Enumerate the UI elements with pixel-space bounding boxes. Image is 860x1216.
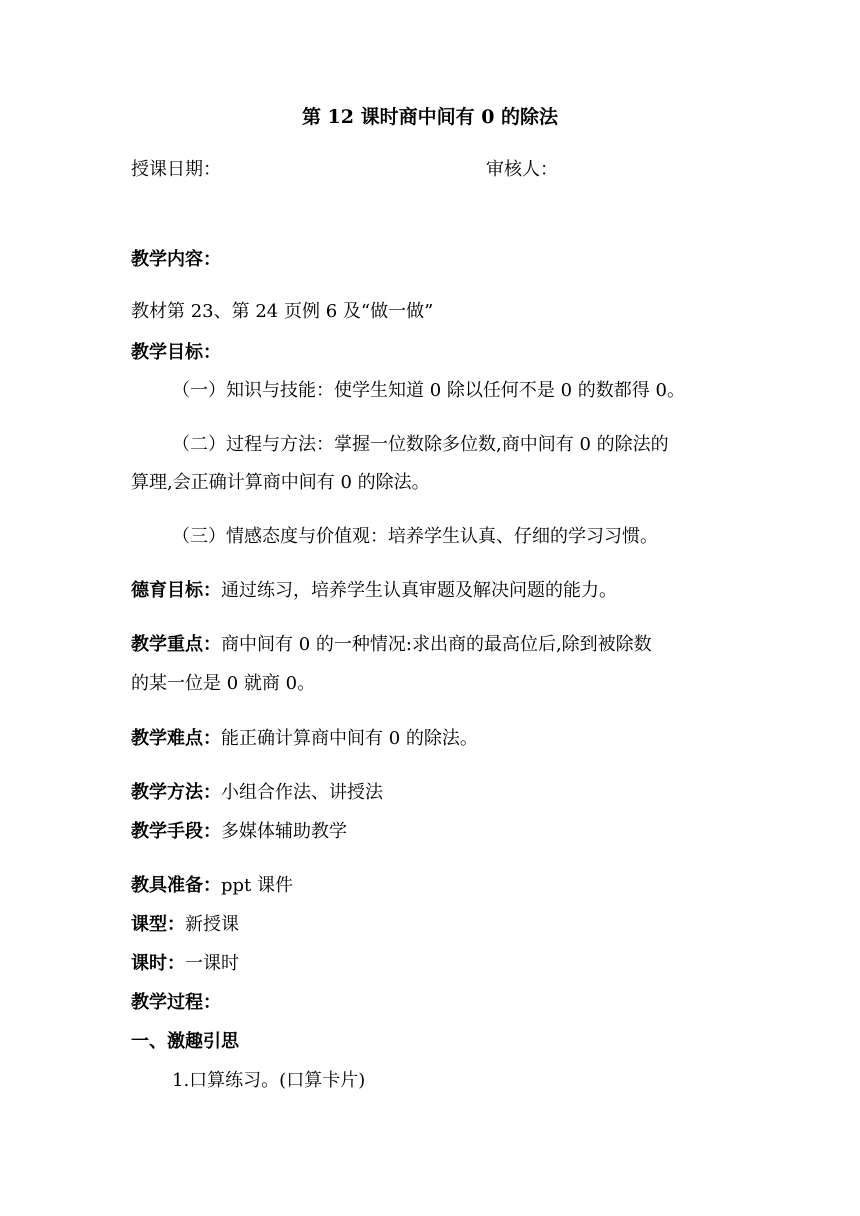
moral-goal-text: 通过练习，培养学生认真审题及解决问题的能力。 <box>221 580 617 601</box>
means-text: 多媒体辅助教学 <box>221 821 347 842</box>
process-item-1: 1.口算练习。(口算卡片) <box>172 1070 366 1091</box>
reviewer-label: 审核人： <box>486 159 558 180</box>
lesson-time <box>131 952 239 976</box>
tools-text: ppt 课件 <box>221 875 293 896</box>
key-point-text: 商中间有 0 的一种情况:求出商的最高位后,除到被除数 <box>221 634 652 655</box>
key-point-line2: 的某一位是 0 就商 0。 <box>131 673 316 694</box>
method-label: 教学方法： <box>131 782 221 803</box>
goals-heading: 教学目标： <box>131 342 221 363</box>
difficulty-label: 教学难点： <box>131 728 221 749</box>
goal-item-emotion: （三）情感态度与价值观：培养学生认真、仔细的学习习惯。 <box>172 526 658 547</box>
content-heading: 教学内容： <box>131 249 221 270</box>
moral-goal <box>131 579 617 603</box>
difficulty-text: 能正确计算商中间有 0 的除法。 <box>221 728 478 749</box>
key-point-label: 教学重点： <box>131 634 221 655</box>
process-heading: 教学过程： <box>131 992 221 1013</box>
difficulty <box>131 727 478 751</box>
moral-goal-label: 德育目标： <box>131 580 221 601</box>
goal-item-knowledge: （一）知识与技能：使学生知道 0 除以任何不是 0 的数都得 0。 <box>172 380 685 401</box>
key-point-line1 <box>131 633 652 657</box>
lesson-type <box>131 913 239 937</box>
means-label: 教学手段： <box>131 821 221 842</box>
goal-item-process-line2: 算理,会正确计算商中间有 0 的除法。 <box>131 472 430 493</box>
tools <box>131 874 293 898</box>
date-label: 授课日期： <box>131 159 221 180</box>
page-title: 第 12 课时商中间有 0 的除法 <box>301 106 559 128</box>
method <box>131 781 383 805</box>
lesson-type-text: 新授课 <box>185 914 239 935</box>
lesson-type-label: 课型： <box>131 914 185 935</box>
goal-item-process-line1: （二）过程与方法：掌握一位数除多位数,商中间有 0 的除法的 <box>172 434 669 455</box>
process-section-1: 一、激趣引思 <box>131 1031 239 1052</box>
lesson-time-label: 课时： <box>131 953 185 974</box>
means <box>131 820 347 844</box>
lesson-time-text: 一课时 <box>185 953 239 974</box>
method-text: 小组合作法、讲授法 <box>221 782 383 803</box>
tools-label: 教具准备： <box>131 875 221 896</box>
content-text: 教材第 23、第 24 页例 6 及“做一做” <box>131 301 434 322</box>
